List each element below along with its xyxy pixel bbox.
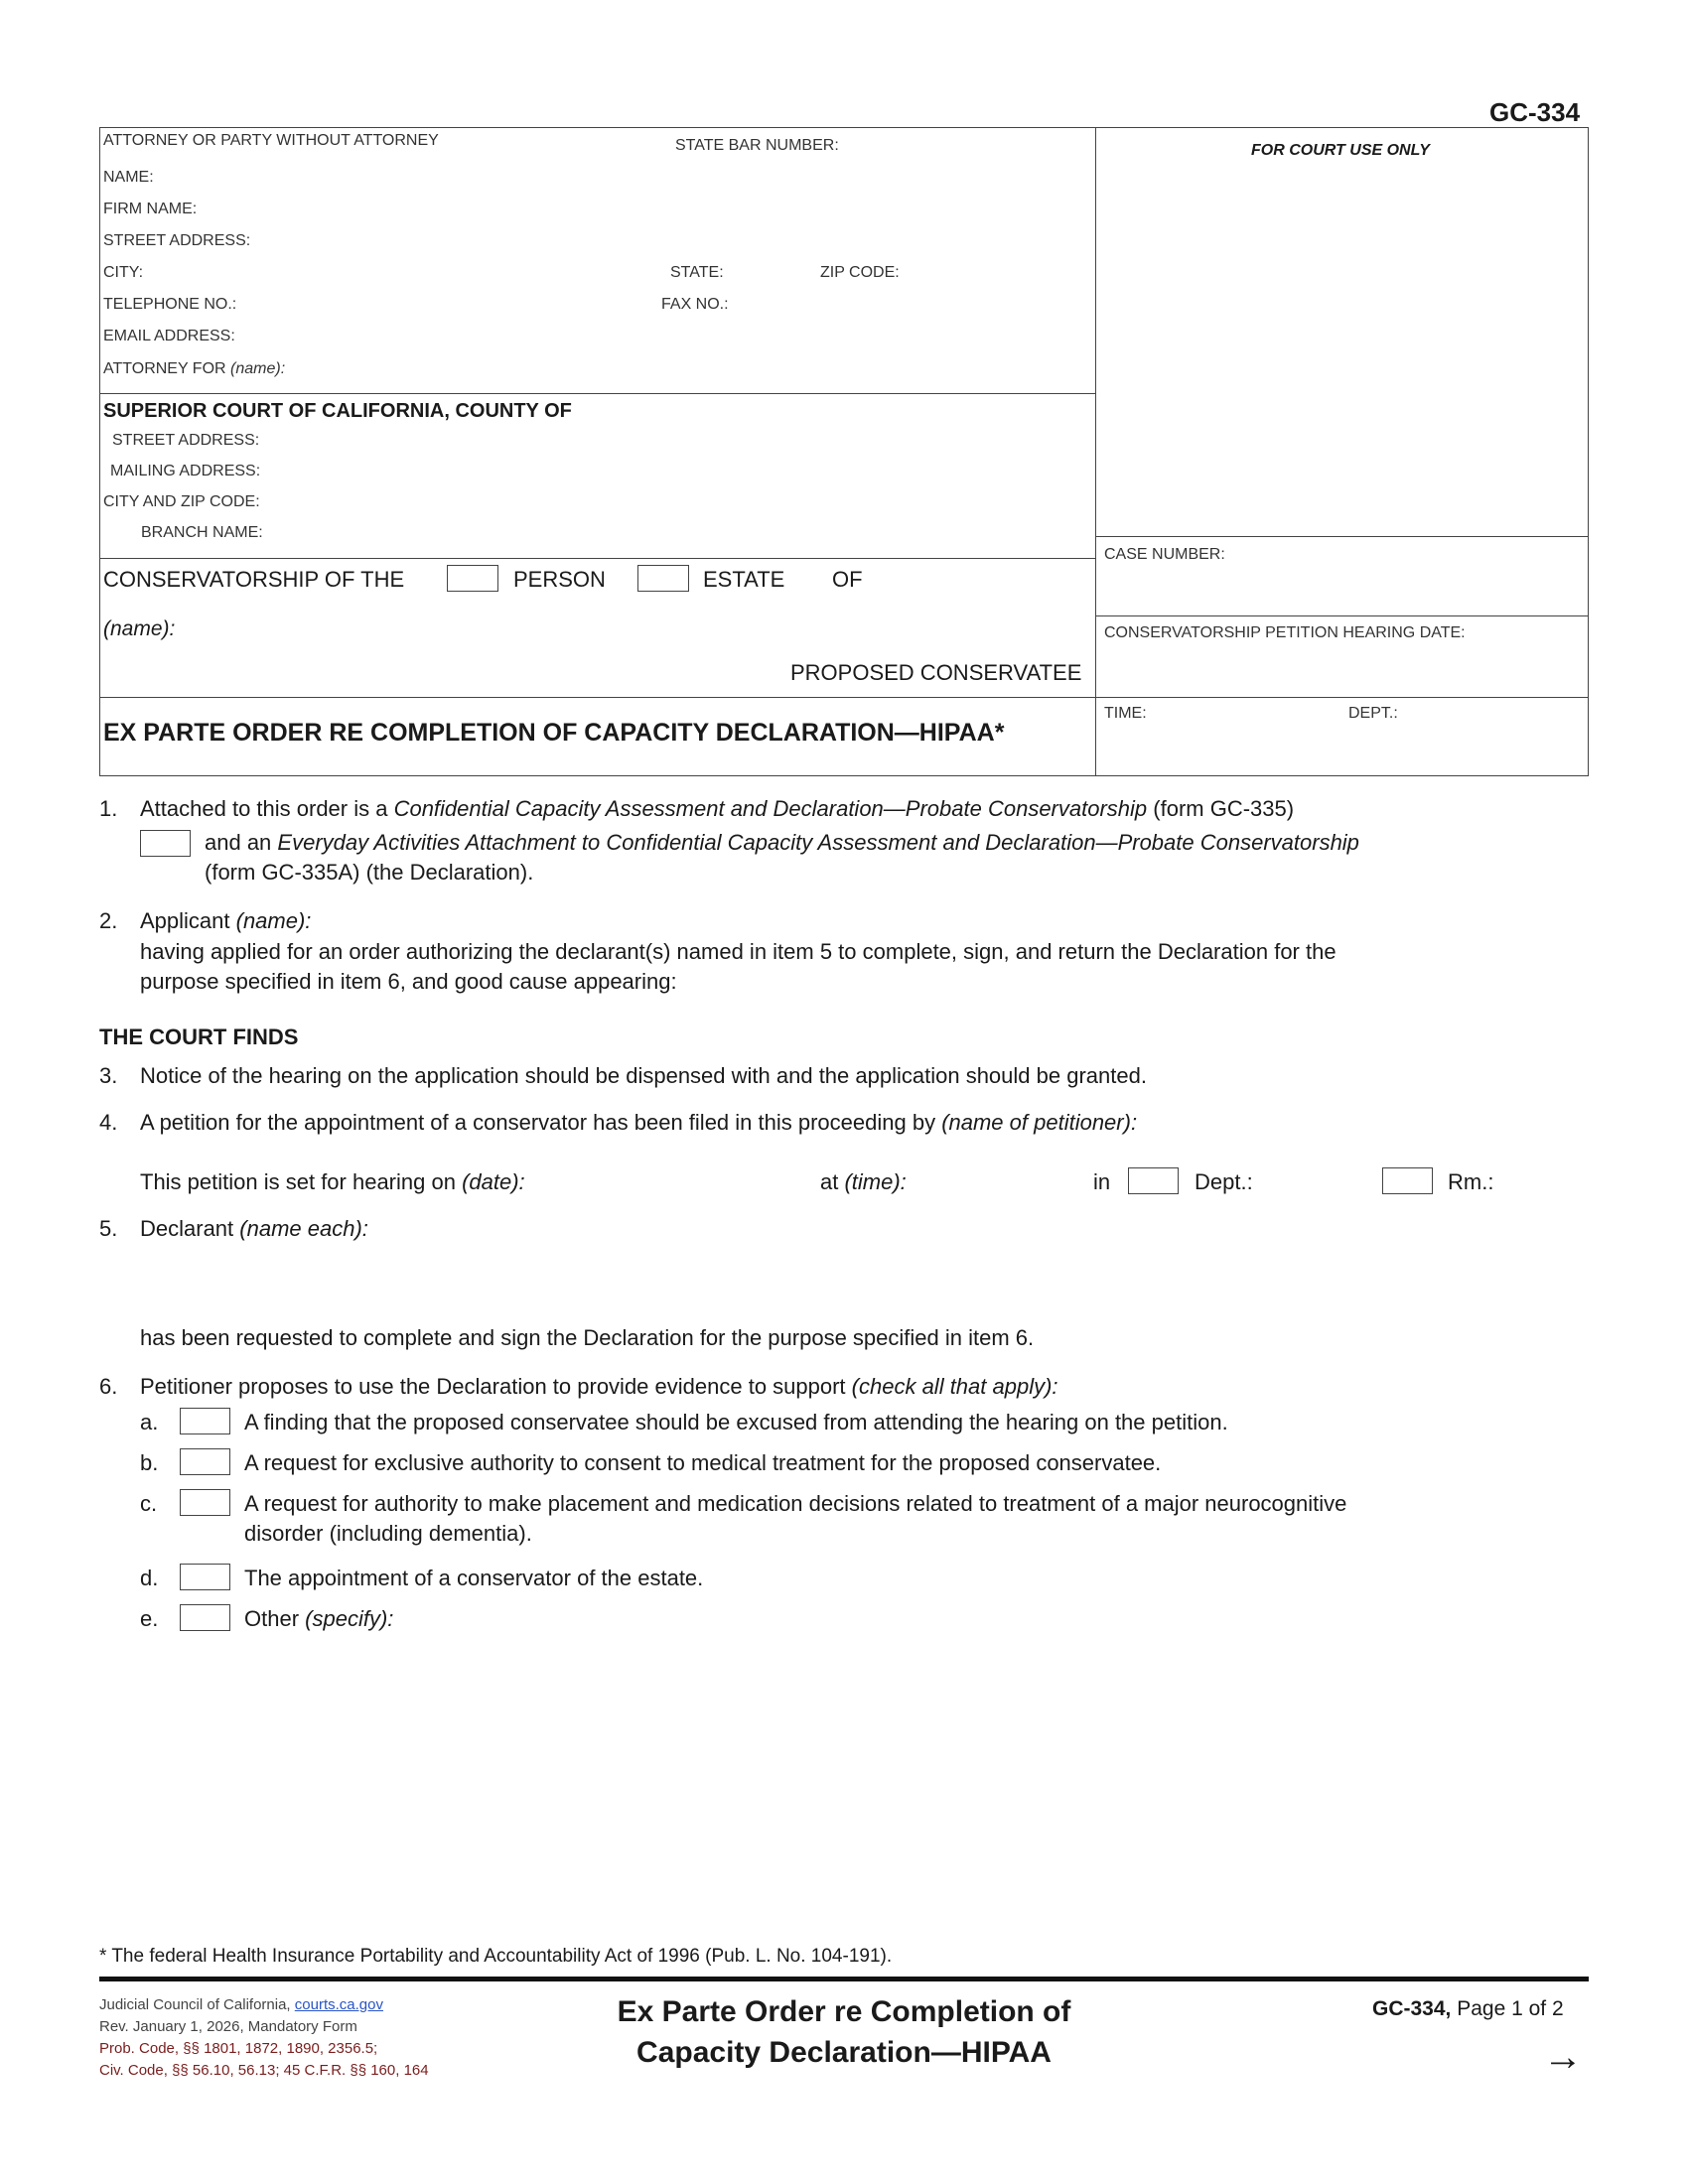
email-label[interactable]: EMAIL ADDRESS: xyxy=(103,328,235,344)
declarant-field[interactable]: Declarant (name each): xyxy=(140,1216,368,1241)
phone-label[interactable]: TELEPHONE NO.: xyxy=(103,296,237,313)
name-label[interactable]: NAME: xyxy=(103,169,154,186)
item-6b-checkbox[interactable] xyxy=(180,1448,230,1475)
footer-rule xyxy=(99,1977,1589,1981)
item-6a-checkbox[interactable] xyxy=(180,1408,230,1434)
item-6e-letter: e. xyxy=(140,1606,159,1631)
footer-civ-code[interactable]: Civ. Code, §§ 56.10, 56.13; 45 C.F.R. §§ 160, 164 xyxy=(99,2062,429,2079)
attorney-for-field[interactable] xyxy=(103,360,285,378)
court-mailing-label[interactable]: MAILING ADDRESS: xyxy=(110,463,261,479)
rm-field-label: Rm.: xyxy=(1448,1169,1494,1194)
item-1-checkbox[interactable] xyxy=(140,830,191,857)
next-page-arrow-icon[interactable]: → xyxy=(1543,2035,1583,2079)
form-id: GC-334 xyxy=(1489,97,1581,127)
dept-field-label: Dept.: xyxy=(1195,1169,1253,1194)
person-checkbox[interactable] xyxy=(447,565,498,592)
courts-link[interactable]: courts.ca.gov xyxy=(294,1996,383,2013)
hearing-time-field[interactable]: at (time): xyxy=(820,1169,907,1194)
zip-label[interactable]: ZIP CODE: xyxy=(820,264,900,281)
street-label[interactable]: STREET ADDRESS: xyxy=(103,232,251,249)
item-6c-checkbox[interactable] xyxy=(180,1489,230,1516)
footer-form-id: GC-334, xyxy=(1372,1997,1452,2020)
city-label[interactable]: CITY: xyxy=(103,264,144,281)
item-6b-text: A request for exclusive authority to consent to medical treatment for the proposed conservatee. xyxy=(244,1450,1162,1475)
item-6c-text: A request for authority to make placement and medication decisions related to treatment of a major neurocognitive xyxy=(244,1491,1347,1516)
other-specify-field[interactable]: Other (specify): xyxy=(244,1606,394,1631)
item-6-text: Petitioner proposes to use the Declaration to provide evidence to support (check all that apply): xyxy=(140,1374,1058,1399)
footer-page-label: Page 1 of 2 xyxy=(1457,1997,1564,2020)
time-label[interactable]: TIME: xyxy=(1104,705,1147,722)
item-6-number: 6. xyxy=(99,1374,118,1399)
hearing-date-field[interactable]: This petition is set for hearing on (date): xyxy=(140,1169,525,1194)
item-1-line3: (form GC-335A) (the Declaration). xyxy=(205,860,534,885)
caption-divider xyxy=(1095,127,1096,776)
court-finds-heading: THE COURT FINDS xyxy=(99,1024,299,1049)
applicant-field[interactable]: Applicant (name): xyxy=(140,908,312,933)
estate-label: ESTATE xyxy=(703,567,785,592)
rm-checkbox[interactable] xyxy=(1382,1167,1433,1194)
item-3-text: Notice of the hearing on the application should be dispensed with and the application should be granted. xyxy=(140,1063,1147,1088)
item-6a-text: A finding that the proposed conservatee should be excused from attending the hearing on the petition. xyxy=(244,1410,1228,1434)
dept-label[interactable]: DEPT.: xyxy=(1348,705,1398,722)
footer-title-line1: Ex Parte Order re Completion of xyxy=(617,1995,1071,2028)
footnote: * The federal Health Insurance Portability and Accountability Act of 1996 (Pub. L. No. 104-191). xyxy=(99,1946,893,1967)
fax-label[interactable]: FAX NO.: xyxy=(661,296,729,313)
case-number-label[interactable]: CASE NUMBER: xyxy=(1104,546,1225,563)
dept-checkbox[interactable] xyxy=(1128,1167,1179,1194)
item-2-number: 2. xyxy=(99,908,118,933)
item-2-line3: purpose specified in item 6, and good cause appearing: xyxy=(140,969,677,994)
court-title: SUPERIOR COURT OF CALIFORNIA, COUNTY OF xyxy=(103,400,572,422)
item-5-text: has been requested to complete and sign the Declaration for the purpose specified in item 6. xyxy=(140,1325,1035,1350)
item-6c-letter: c. xyxy=(140,1491,158,1516)
order-title: EX PARTE ORDER RE COMPLETION OF CAPACITY DECLARATION—HIPAA* xyxy=(103,719,1005,747)
court-cityzip-label[interactable]: CITY AND ZIP CODE: xyxy=(103,493,260,510)
item-4-number: 4. xyxy=(99,1110,118,1135)
footer-title-line2: Capacity Declaration—HIPAA xyxy=(636,2036,1052,2069)
in-label: in xyxy=(1093,1169,1111,1194)
of-label: OF xyxy=(832,567,863,592)
conservatee-name-field[interactable]: (name): xyxy=(103,617,176,640)
item-6c-text-2: disorder (including dementia). xyxy=(244,1521,532,1546)
hearing-date-label[interactable]: CONSERVATORSHIP PETITION HEARING DATE: xyxy=(1104,624,1466,641)
item-1-text: Attached to this order is a Confidential Capacity Assessment and Declaration—Probate Conservatorship (form GC-335) xyxy=(140,796,1295,821)
item-6e-checkbox[interactable] xyxy=(180,1604,230,1631)
footer-prob-code[interactable]: Prob. Code, §§ 1801, 1872, 1890, 2356.5; xyxy=(99,2040,378,2057)
item-6d-checkbox[interactable] xyxy=(180,1564,230,1590)
attorney-label: ATTORNEY OR PARTY WITHOUT ATTORNEY xyxy=(103,132,439,149)
divider-title xyxy=(99,697,1589,698)
item-2-line2: having applied for an order authorizing the declarant(s) named in item 5 to complete, sign, and return the Declaration for the xyxy=(140,939,1336,964)
court-use-label: FOR COURT USE ONLY xyxy=(1251,142,1430,159)
footer-page xyxy=(1372,1997,1564,2021)
item-6d-text: The appointment of a conservator of the estate. xyxy=(244,1566,704,1590)
item-3-number: 3. xyxy=(99,1063,118,1088)
state-bar-label: STATE BAR NUMBER: xyxy=(675,137,839,154)
item-5-number: 5. xyxy=(99,1216,118,1241)
person-label: PERSON xyxy=(513,567,606,592)
item-6d-letter: d. xyxy=(140,1566,159,1590)
firm-label[interactable]: FIRM NAME: xyxy=(103,201,198,217)
petitioner-field[interactable]: A petition for the appointment of a conservator has been filed in this proceeding by (name of petitioner): xyxy=(140,1110,1138,1135)
state-label[interactable]: STATE: xyxy=(670,264,724,281)
divider-conservatorship xyxy=(99,558,1095,559)
court-branch-label[interactable]: BRANCH NAME: xyxy=(141,524,263,541)
proposed-conservatee-label: PROPOSED CONSERVATEE xyxy=(790,660,1082,685)
divider-case xyxy=(1095,536,1589,537)
item-6b-letter: b. xyxy=(140,1450,159,1475)
item-1-number: 1. xyxy=(99,796,118,821)
court-street-label[interactable]: STREET ADDRESS: xyxy=(112,432,260,449)
item-6a-letter: a. xyxy=(140,1410,159,1434)
item-1-attachment: and an Everyday Activities Attachment to Confidential Capacity Assessment and Declaration—Probate Conservatorship xyxy=(205,830,1359,855)
divider-hearing xyxy=(1095,615,1589,616)
conservatorship-label: CONSERVATORSHIP OF THE xyxy=(103,567,405,592)
attorney-for-label: ATTORNEY FOR xyxy=(103,360,226,377)
divider-court xyxy=(99,393,1095,394)
footer-rev: Rev. January 1, 2026, Mandatory Form xyxy=(99,2018,357,2035)
attorney-for-hint: (name): xyxy=(230,360,286,377)
estate-checkbox[interactable] xyxy=(637,565,689,592)
footer-council: Judicial Council of California, courts.ca.gov xyxy=(99,1996,383,2013)
